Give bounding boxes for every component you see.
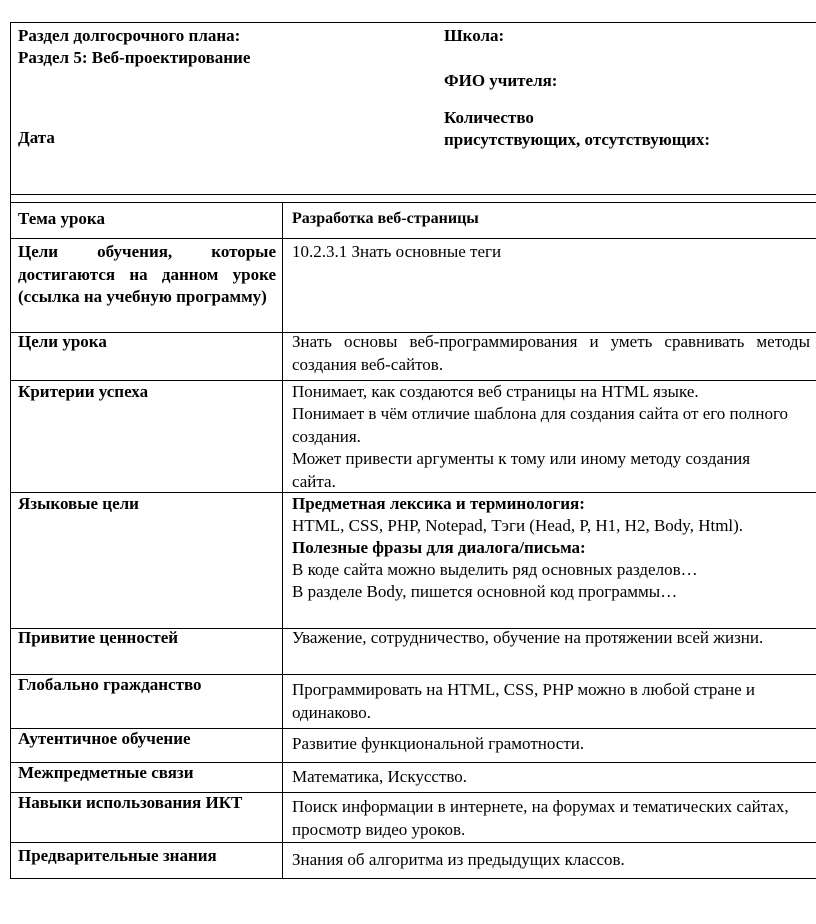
language-goals-label: Языковые цели <box>18 494 139 513</box>
topic-value: Разработка веб-страницы <box>292 210 479 227</box>
cross-curricular-label: Межпредметные связи <box>18 763 194 782</box>
section-value: Раздел 5: Веб-проектирование <box>18 48 251 67</box>
topic-label: Тема урока <box>18 209 105 228</box>
prior-knowledge-label: Предварительные знания <box>18 846 217 865</box>
authentic-learning-value: Развитие функциональной грамотности. <box>292 734 585 753</box>
success-criteria-line-3: Может привести аргументы к тому или иному методу создания сайта. <box>292 449 751 491</box>
lesson-plan-table <box>10 22 816 878</box>
learning-goals-label: Цели обучения, которые достигаются на данном уроке (ссылка на учебную программу) <box>18 242 276 306</box>
values-value: Уважение, сотрудничество, обучение на протяжении всей жизни. <box>292 628 764 647</box>
success-criteria-line-2: Понимает в чём отличие шаблона для создания сайта от его полного создания. <box>292 404 789 446</box>
success-criteria-label: Критерии успеха <box>18 382 149 401</box>
learning-goals-value: 10.2.3.1 Знать основные теги <box>292 242 502 261</box>
phrase-1: В коде сайта можно выделить ряд основных разделов… <box>292 560 698 579</box>
attendance-label-line1: Количество <box>444 108 534 127</box>
cross-curricular-value: Математика, Искусство. <box>292 767 468 786</box>
school-label: Школа: <box>444 26 505 45</box>
section-label: Раздел долгосрочного плана: <box>18 26 241 45</box>
prior-knowledge-value: Знания об алгоритма из предыдущих классов. <box>292 850 625 869</box>
phrases-heading: Полезные фразы для диалога/письма: <box>292 538 586 557</box>
phrase-2: В разделе Body, пишется основной код программы… <box>292 582 678 601</box>
values-label: Привитие ценностей <box>18 628 179 647</box>
ict-skills-value: Поиск информации в интернете, на форумах и тематических сайтах, просмотр видео уроков. <box>292 797 789 839</box>
vocab-terms: HTML, CSS, PHP, Notepad, Тэги (Head, P, H1, H2, Body, Html). <box>292 516 744 535</box>
vocab-heading: Предметная лексика и терминология: <box>292 494 585 513</box>
lesson-goals-label: Цели урока <box>18 332 107 351</box>
ict-skills-label: Навыки использования ИКТ <box>18 793 243 812</box>
teacher-label: ФИО учителя: <box>444 71 558 90</box>
authentic-learning-label: Аутентичное обучение <box>18 729 191 748</box>
lesson-goals-value: Знать основы веб-программирования и уметь сравнивать методы создания веб-сайтов. <box>292 332 810 374</box>
citizenship-label: Глобально гражданство <box>18 675 202 694</box>
attendance-label-line2: присутствующих, отсутствующих: <box>444 130 711 149</box>
date-label: Дата <box>18 128 55 147</box>
citizenship-value: Программировать на HTML, CSS, PHP можно в любой стране и одинаково. <box>292 680 755 722</box>
success-criteria-line-1: Понимает, как создаются веб страницы на HTML языке. <box>292 382 699 401</box>
